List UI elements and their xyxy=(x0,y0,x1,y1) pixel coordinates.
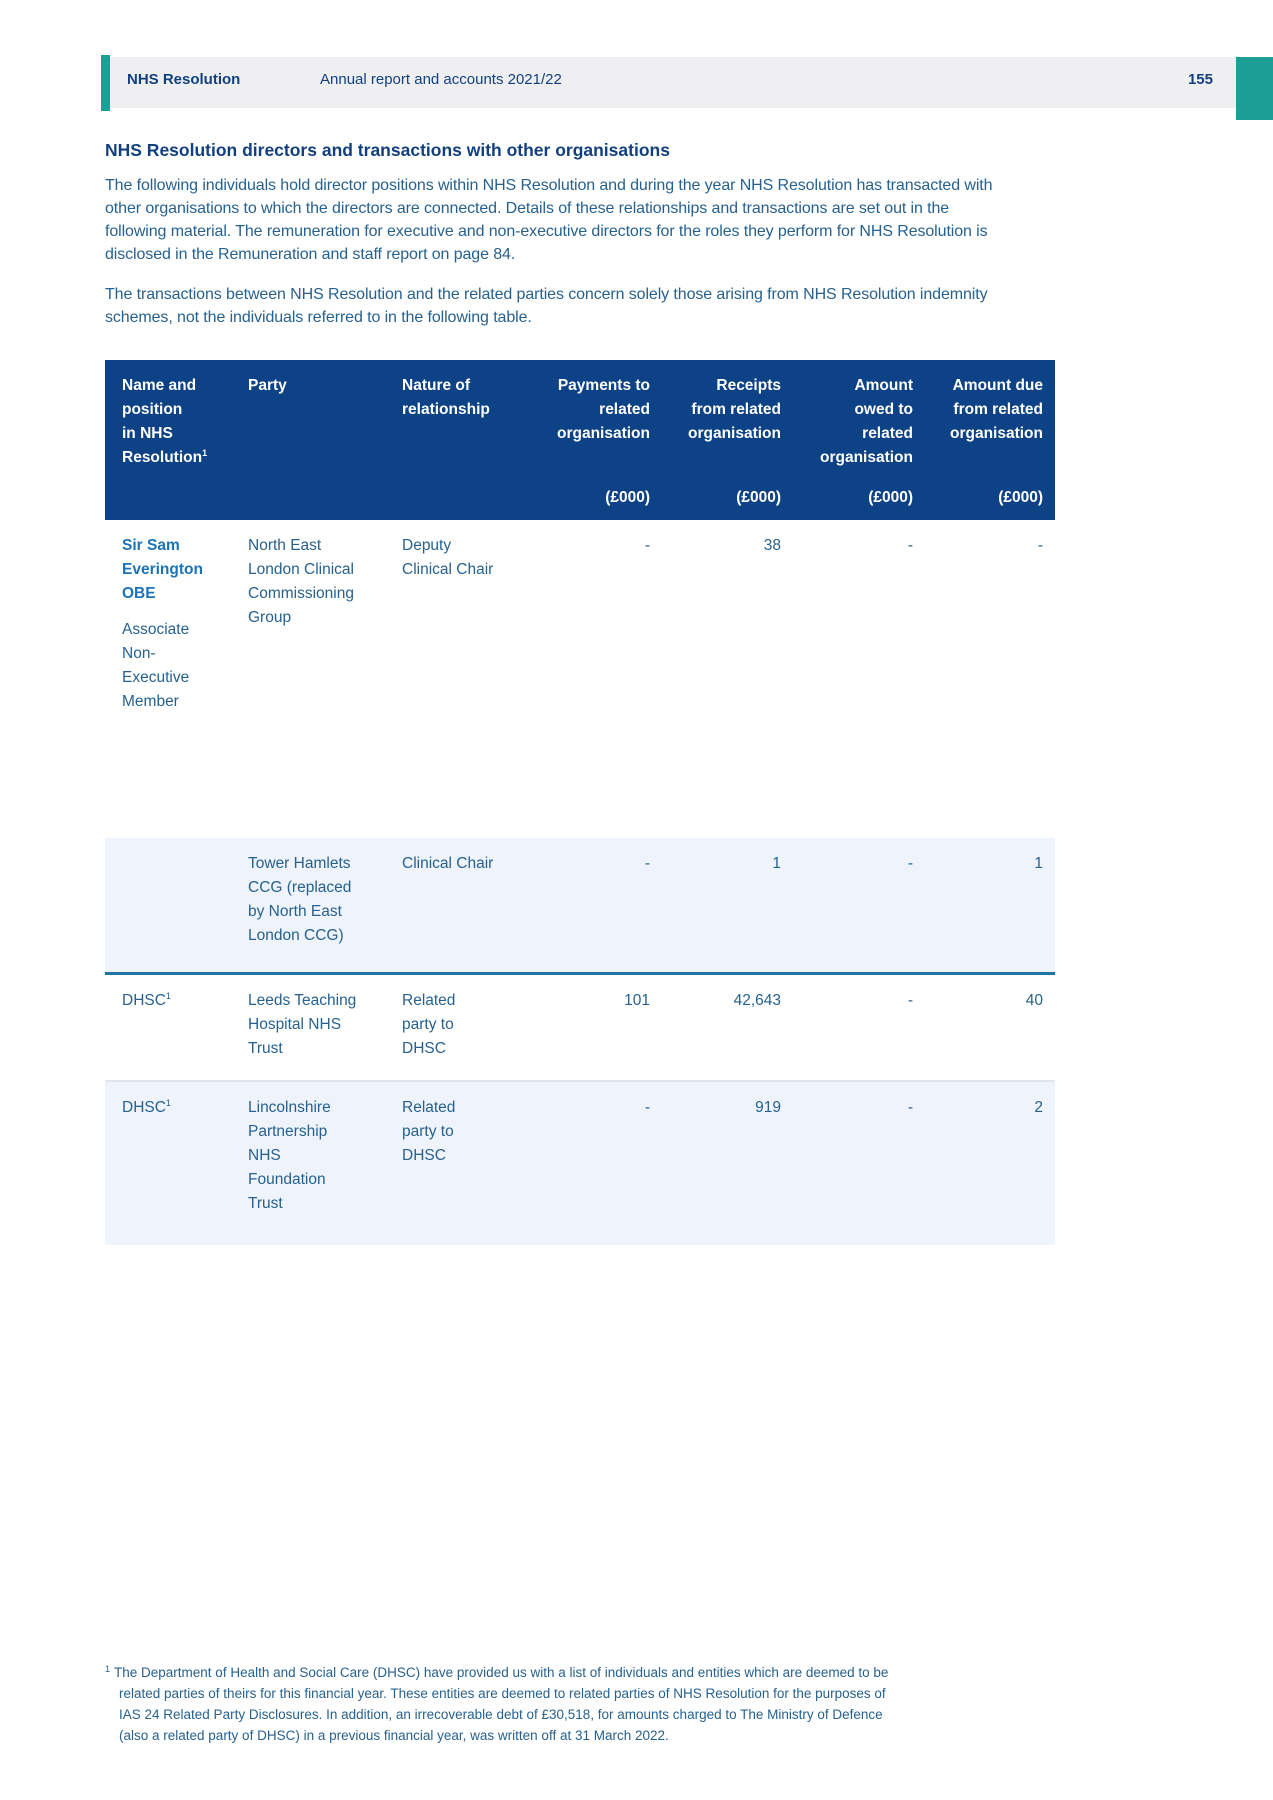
nature-cell: Clinical Chair xyxy=(402,855,494,872)
column-label: Nature of relationship xyxy=(402,377,490,418)
footnote xyxy=(105,1662,911,1746)
receipts-cell: 1 xyxy=(772,855,781,872)
footnote-marker: 1 xyxy=(105,1663,111,1674)
payments-cell: - xyxy=(644,537,650,554)
owed-cell: - xyxy=(907,1099,913,1116)
owed-cell: - xyxy=(907,537,913,554)
brand-text: NHS Resolution xyxy=(127,71,241,88)
due-cell: - xyxy=(1037,537,1043,554)
director-name: DHSC$^1$ xyxy=(122,990,171,1009)
receipts-cell: 919 xyxy=(755,1099,781,1116)
related-parties-table xyxy=(105,360,1055,1245)
intro-paragraph-2: The transactions between NHS Resolution and the related parties concern solely those arising from NHS Resolution indemnity schemes, not the individuals referred to in the following table. xyxy=(105,286,988,326)
payments-cell: - xyxy=(644,1099,650,1116)
table-header-cell xyxy=(105,360,248,520)
teal-accent-block-right xyxy=(1236,57,1273,120)
party-cell: Lincolnshire Partnership NHS Foundation Trust xyxy=(248,1099,331,1212)
intro-paragraph-1: The following individuals hold director positions within NHS Resolution and during the year NHS Resolution has transacted with other organisations to which the directors are connected. Details of these relationships and transactions are set out in the following material. The remuneration for executive and non-executive directors for the roles they perform for NHS Resolution is disclosed in the Remuneration and staff report on page 84. xyxy=(105,177,993,263)
column-label: Payments to related organisation xyxy=(556,377,650,442)
column-label: Receipts from related organisation xyxy=(687,377,781,442)
name-cell xyxy=(105,975,248,1080)
table-header-cell xyxy=(400,360,535,520)
owed-cell: - xyxy=(907,992,913,1009)
table-row xyxy=(105,520,1055,838)
page-header-band xyxy=(110,57,1236,108)
table-row xyxy=(105,1080,1055,1245)
name-cell xyxy=(105,1082,248,1245)
payments-cell: - xyxy=(644,855,650,872)
teal-accent-bar-left xyxy=(101,55,110,111)
table-body xyxy=(105,520,1055,1245)
column-label: Amount owed to related organisation xyxy=(819,377,913,466)
page-number: 155 xyxy=(1187,71,1213,88)
report-title: Annual report and accounts 2021/22 xyxy=(320,71,562,88)
receipts-cell: 42,643 xyxy=(733,992,781,1009)
owed-cell: - xyxy=(907,855,913,872)
due-cell: 1 xyxy=(1034,855,1043,872)
name-cell xyxy=(105,838,248,972)
table-header-cell xyxy=(248,360,400,520)
column-unit: (£000) xyxy=(736,489,781,506)
nature-cell: Deputy Clinical Chair xyxy=(402,537,494,578)
party-cell: Leeds Teaching Hospital NHS Trust xyxy=(248,992,357,1057)
column-label: Name and position in NHS Resolution$^1$ xyxy=(122,377,208,466)
column-unit: (£000) xyxy=(868,489,913,506)
nature-cell: Related party to DHSC xyxy=(402,1099,456,1164)
table-row xyxy=(105,975,1055,1080)
director-name: Sir Sam Everington OBE xyxy=(122,537,203,602)
director-position: Associate Non-Executive Member xyxy=(122,621,190,710)
director-name: DHSC$^1$ xyxy=(122,1097,171,1116)
payments-cell: 101 xyxy=(624,992,650,1009)
table-header xyxy=(105,360,1055,520)
due-cell: 40 xyxy=(1025,992,1043,1009)
column-label: Party xyxy=(248,377,287,394)
column-unit: (£000) xyxy=(605,489,650,506)
table-header-cell xyxy=(535,360,662,520)
table-row xyxy=(105,838,1055,975)
column-label: Amount due from related organisation xyxy=(949,377,1043,442)
party-cell: Tower Hamlets CCG (replaced by North East London CCG) xyxy=(248,855,352,944)
table-header-cell xyxy=(793,360,925,520)
footnote-text: The Department of Health and Social Care (DHSC) have provided us with a list of individuals and entities which are deemed to be related parties of theirs for this financial year. These entities are deemed to related parties of NHS Resolution for the purposes of IAS 24 Related Party Disclosures. In addition, an irrecoverable debt of £30,518, for amounts charged to The Ministry of Defence (also a related party of DHSC) in a previous financial year, was written off at 31 March 2022. xyxy=(114,1665,889,1743)
nature-cell: Related party to DHSC xyxy=(402,992,456,1057)
name-cell xyxy=(105,520,248,838)
party-cell: North East London Clinical Commissioning Group xyxy=(248,537,354,626)
receipts-cell: 38 xyxy=(763,537,781,554)
table-header-cell xyxy=(925,360,1055,520)
section-heading: NHS Resolution directors and transactions with other organisations xyxy=(105,140,670,160)
due-cell: 2 xyxy=(1034,1099,1043,1116)
column-unit: (£000) xyxy=(998,489,1043,506)
table-header-cell xyxy=(662,360,793,520)
